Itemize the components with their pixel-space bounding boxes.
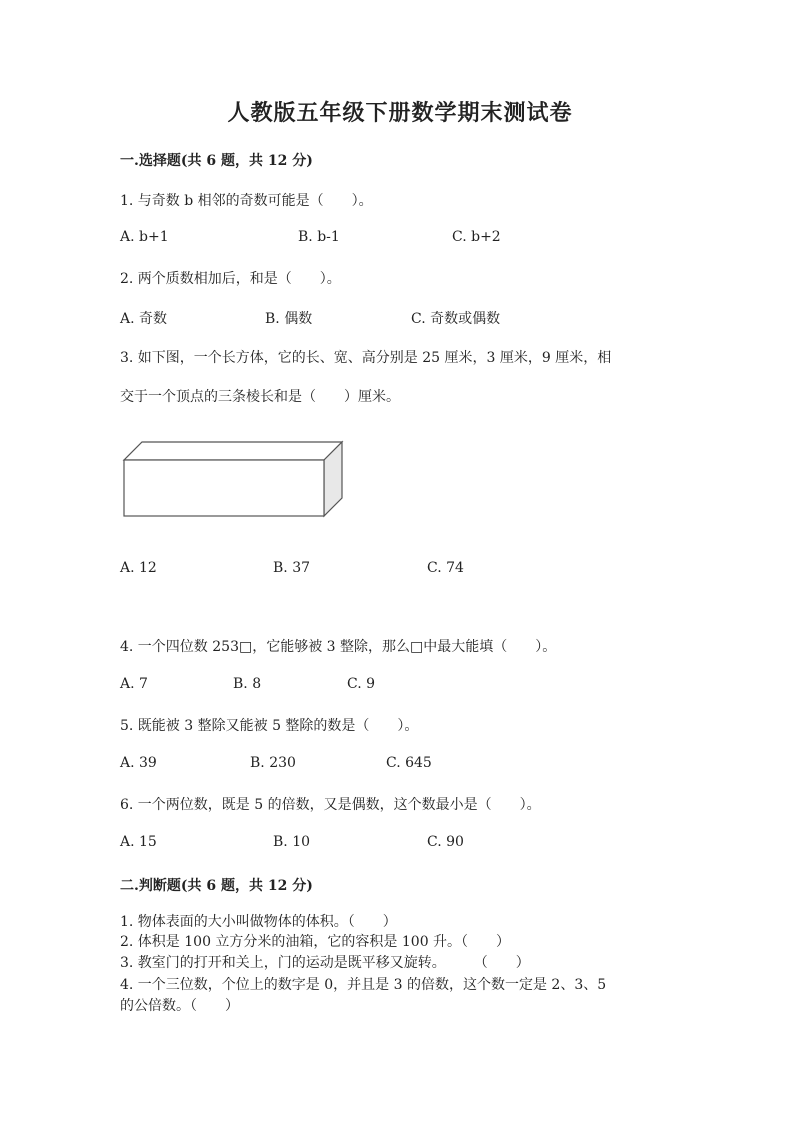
question-3-line-2: 交于一个顶点的三条棱长和是（ ）厘米。 (120, 389, 400, 405)
section-heading-choice: 一.选择题(共 6 题，共 12 分) (120, 153, 313, 169)
q6-option-a[interactable]: A. 15 (120, 834, 157, 850)
q4-option-b[interactable]: B. 8 (233, 676, 262, 692)
judgment-3: 3. 教室门的打开和关上，门的运动是既平移又旋转。 （ ） (120, 955, 530, 971)
question-4: 4. 一个四位数 253□，它能够被 3 整除，那么□中最大能填（ ）。 (120, 639, 557, 655)
q4-option-a[interactable]: A. 7 (120, 676, 148, 692)
q3-option-c[interactable]: C. 74 (427, 560, 464, 576)
judgment-4-line-1: 4. 一个三位数，个位上的数字是 0，并且是 3 的倍数，这个数一定是 2、3、5 (120, 977, 607, 993)
judgment-4-line-2: 的公倍数。（ ） (120, 998, 239, 1014)
q2-option-c[interactable]: C. 奇数或偶数 (411, 311, 501, 327)
q1-option-c[interactable]: C. b+2 (452, 229, 501, 245)
section-heading-judgment: 二.判断题(共 6 题，共 12 分) (120, 878, 313, 894)
q4-option-c[interactable]: C. 9 (347, 676, 376, 692)
q5-option-a[interactable]: A. 39 (120, 755, 157, 771)
q6-option-c[interactable]: C. 90 (427, 834, 464, 850)
judgment-2: 2. 体积是 100 立方分米的油箱，它的容积是 100 升。（ ） (120, 934, 511, 950)
q5-option-b[interactable]: B. 230 (250, 755, 296, 771)
page-title: 人教版五年级下册数学期末测试卷 (227, 100, 573, 126)
judgment-1: 1. 物体表面的大小叫做物体的体积。（ ） (120, 914, 397, 930)
question-2: 2. 两个质数相加后，和是（ ）。 (120, 271, 341, 287)
question-3-line-1: 3. 如下图，一个长方体，它的长、宽、高分别是 25 厘米，3 厘米，9 厘米，相 (120, 350, 612, 366)
cuboid-figure (118, 436, 348, 520)
question-5: 5. 既能被 3 整除又能被 5 整除的数是（ ）。 (120, 718, 419, 734)
question-1: 1. 与奇数 b 相邻的奇数可能是（ ）。 (120, 193, 373, 209)
q6-option-b[interactable]: B. 10 (273, 834, 311, 850)
q1-option-b[interactable]: B. b-1 (298, 229, 340, 245)
q2-option-a[interactable]: A. 奇数 (120, 311, 168, 327)
q3-option-b[interactable]: B. 37 (273, 560, 311, 576)
q2-option-b[interactable]: B. 偶数 (265, 311, 313, 327)
q3-option-a[interactable]: A. 12 (120, 560, 157, 576)
q1-option-a[interactable]: A. b+1 (120, 229, 169, 245)
q5-option-c[interactable]: C. 645 (386, 755, 432, 771)
question-6: 6. 一个两位数，既是 5 的倍数，又是偶数，这个数最小是（ ）。 (120, 797, 541, 813)
